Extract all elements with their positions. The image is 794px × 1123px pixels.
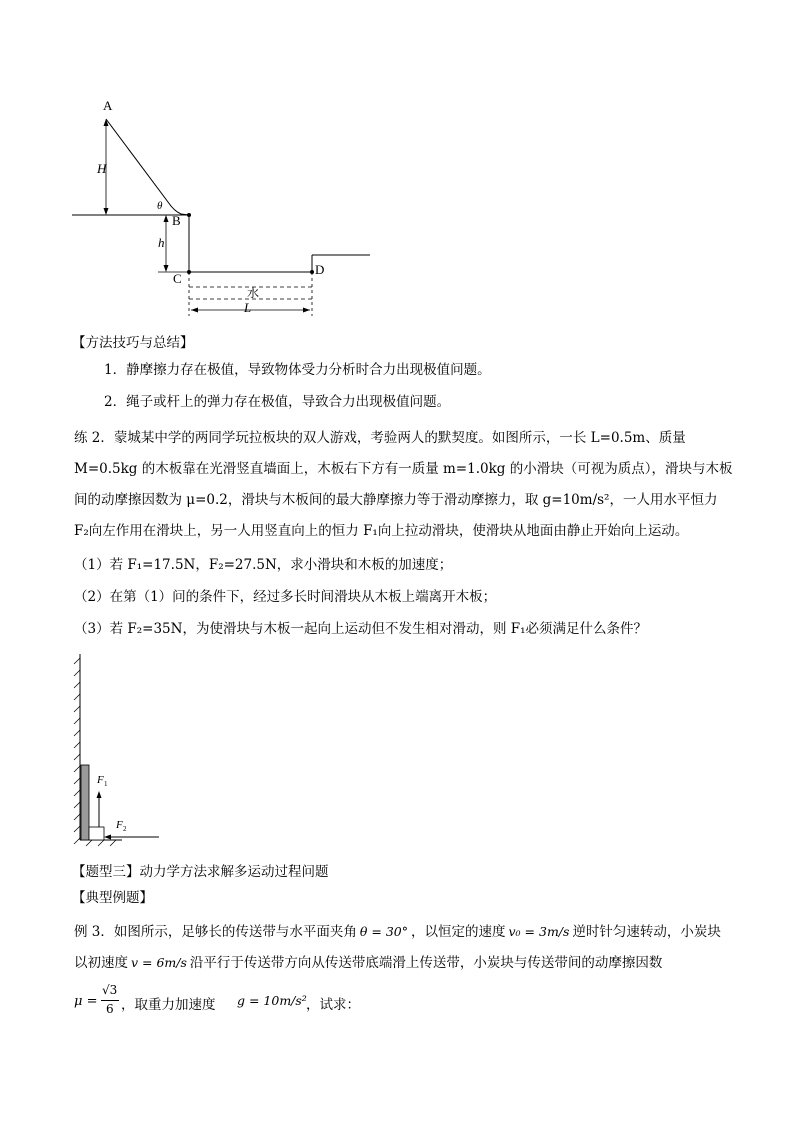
ex3-v0: v₀ = 3m/s [508, 924, 570, 939]
ex3-v: v = 6m/s [131, 955, 187, 970]
type3-subheading: 【典型例题】 [72, 890, 153, 906]
ex3-theta: θ = 30° [359, 924, 408, 939]
exercise2-line-1: 练 2．蒙城某中学的两同学玩拉板块的双人游戏，考验两人的默契度。如图所示，一长 L=0.5m、质量 [74, 430, 686, 446]
ex3-text-b: ，以恒定的速度 [411, 924, 506, 940]
label-A: A [103, 98, 113, 113]
label-F2-sub: 2 [123, 825, 127, 833]
exercise2-question-2: （2）在第（1）问的条件下，经过多长时间滑块从木板上端离开木板； [74, 589, 497, 605]
example3-line-3 [74, 983, 474, 1023]
exercise2-line-4: F₂向左作用在滑块上，另一人用竖直向上的恒力 F₁向上拉动滑块，使滑块从地面由静止开始向上运动。 [74, 523, 689, 539]
ex3-text-c: 逆时针匀速转动，小炭块 [572, 924, 721, 940]
label-D: D [315, 262, 325, 277]
figure-ramp-water [60, 92, 390, 324]
method-item-2: 2．绳子或杆上的弹力存在极值，导致合力出现极值问题。 [104, 394, 451, 410]
label-F2: F [116, 819, 123, 831]
ex3-mu-denominator: 6 [106, 1002, 114, 1016]
label-H: H [97, 161, 107, 176]
label-F1-sub: 1 [104, 780, 108, 788]
label-theta: θ [157, 200, 163, 212]
ex3-mu: μ = [74, 994, 98, 1009]
ex3-text-g: ，试求： [306, 997, 360, 1013]
label-h: h [158, 235, 165, 250]
exercise2-question-1: （1）若 F₁=17.5N，F₂=27.5N，求小滑块和木板的加速度； [74, 557, 453, 573]
exercise2-line-2: M=0.5kg 的木板靠在光滑竖直墙面上，木板右下方有一质量 m=1.0kg 的小滑块（可视为质点），滑块与木板 [74, 461, 733, 477]
label-L: L [244, 300, 252, 315]
figure-board-wall [66, 650, 166, 850]
ex3-g: g = 10m/s² [237, 993, 307, 1008]
ex3-mu-numerator: √3 [102, 983, 118, 997]
ex3-mu-fraction-bar [101, 1000, 119, 1001]
label-water: 水 [247, 286, 260, 300]
label-F1: F [97, 774, 104, 786]
ex3-text-a: 例 3．如图所示，足够长的传送带与水平面夹角 [74, 924, 357, 940]
method-item-1: 1．静摩擦力存在极值，导致物体受力分析时合力出现极值问题。 [104, 362, 491, 378]
ex3-text-f: ，取重力加速度 [121, 997, 216, 1013]
example3-line-1 [74, 923, 721, 941]
type3-heading: 【题型三】动力学方法求解多运动过程问题 [72, 864, 329, 880]
example3-line-2 [74, 954, 662, 972]
ex3-text-d: 以初速度 [74, 955, 128, 971]
method-heading: 【方法技巧与总结】 [72, 335, 194, 351]
label-C: C [173, 271, 182, 286]
label-B: B [172, 213, 181, 228]
exercise2-line-3: 间的动摩擦因数为 μ=0.2，滑块与木板间的最大静摩擦力等于滑动摩擦力，取 g=10m/s²，一人用水平恒力 [74, 492, 718, 508]
exercise2-question-3: （3）若 F₂=35N，为使滑块与木板一起向上运动但不发生相对滑动，则 F₁必须满足什么条件？ [74, 621, 648, 637]
ex3-text-e: 沿平行于传送带方向从传送带底端滑上传送带，小炭块与传送带间的动摩擦因数 [189, 955, 663, 971]
